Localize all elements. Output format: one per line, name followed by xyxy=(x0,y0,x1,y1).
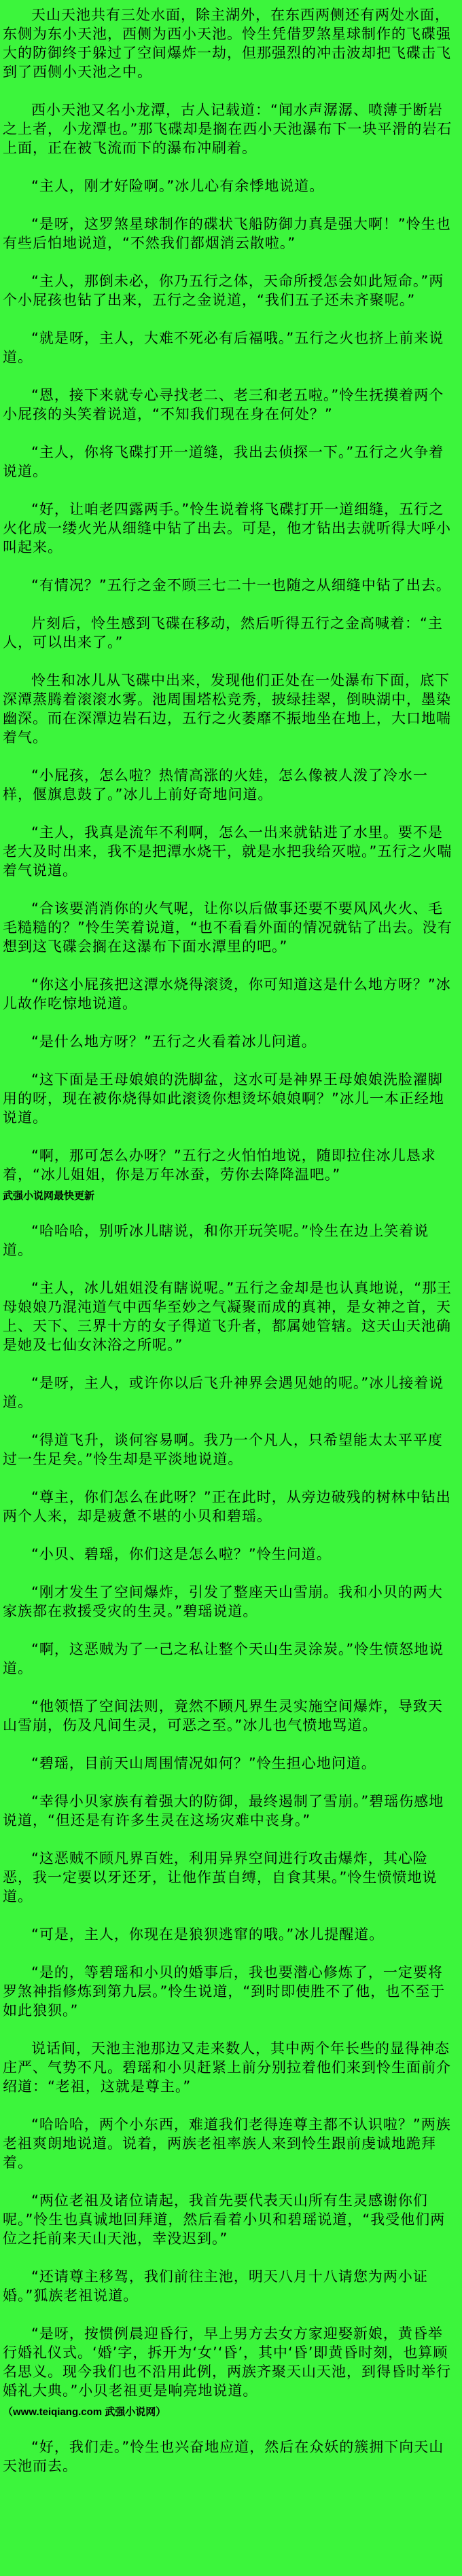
novel-paragraph: “幸得小贝家族有着强大的防御，最终遏制了雪崩。”碧瑶伤感地说道，“但还是有许多生灵在这场灾难中丧身。” xyxy=(3,1793,444,1828)
novel-paragraph: “尊主，你们怎么在此呀？”正在此时，从旁边破残的树林中钻出两个人来，却是疲惫不堪的小贝和碧瑶。 xyxy=(3,1489,451,1524)
novel-paragraph: “有情况？”五行之金不顾三七二十一也随之从细缝中钻了出去。 xyxy=(31,577,451,593)
novel-paragraph: “是呀，主人，或许你以后飞升神界会遇见她的呢。”冰儿接着说道。 xyxy=(3,1375,444,1410)
novel-paragraph: “还请尊主移驾，我们前往主池，明天八月十八请您为两小证婚。”狐族老祖说道。 xyxy=(3,2268,428,2304)
novel-paragraph: “是呀，这罗煞星球制作的碟状飞船防御力真是强大啊！”怜生也有些后怕地说道，“不然我们都烟消云散啦。” xyxy=(3,216,451,251)
novel-paragraph: “你这小屁孩把这潭水烧得滚烫，你可知道这是什么地方呀？”冰儿故作吃惊地说道。 xyxy=(3,976,451,1012)
site-watermark: 武强小说网最快更新 xyxy=(3,1190,95,1202)
novel-paragraph: “小屁孩，怎么啦？热情高涨的火娃，怎么像被人泼了冷水一样，偃旗息鼓了。”冰儿上前好奇地问道。 xyxy=(3,767,428,803)
novel-paragraph: “是什么地方呀？”五行之火看着冰儿问道。 xyxy=(31,1033,317,1050)
novel-paragraph: “是呀，按惯例晨迎昏行，早上男方去女方家迎娶新娘，黄昏举行婚礼仪式。‘婚’字，拆开为‘女’‘昏’，其中‘昏’即黄昏时刻，也算顾名思义。现今我们也不沿用此例，两族齐聚天山天池，到得昏时举行婚礼大典。”小贝老祖更是响亮地说道。 xyxy=(3,2325,451,2399)
novel-paragraph: “主人，你将飞碟打开一道缝，我出去侦探一下。”五行之火争着说道。 xyxy=(3,444,444,479)
novel-paragraph: “恩，接下来就专心寻找老二、老三和老五啦。”怜生抚摸着两个小屁孩的头笑着说道，“不知我们现在身在何处？” xyxy=(3,387,444,422)
novel-paragraph: “他领悟了空间法则，竟然不顾凡界生灵实施空间爆炸，导致天山雪崩，伤及凡间生灵，可恶之至。”冰儿也气愤地骂道。 xyxy=(3,1698,443,1733)
novel-paragraph: “主人，刚才好险啊。”冰儿心有余悸地说道。 xyxy=(31,178,325,194)
novel-paragraph: “主人，那倒未必，你乃五行之体，天命所授怎会如此短命。”两个小屁孩也钻了出来，五行之金说道，“我们五子还未齐聚呢。” xyxy=(3,273,444,308)
novel-paragraph: “两位老祖及诸位请起，我首先要代表天山所有生灵感谢你们呢。”怜生也真诚地回拜道，然后看着小贝和碧瑶说道，“我受他们两位之托前来天山天池，幸没迟到。” xyxy=(3,2192,446,2247)
novel-paragraph: 说话间，天池主池那边又走来数人，其中两个年长些的显得神态庄严、气势不凡。碧瑶和小贝赶紧上前分别拉着他们来到怜生面前介绍道：“老祖，这就是尊主。” xyxy=(3,2040,451,2095)
novel-paragraph: 怜生和冰儿从飞碟中出来，发现他们正处在一处瀑布下面，底下深潭蒸腾着滚滚水雾。池周围塔松竞秀，披绿挂翠，倒映湖中，墨染幽深。而在深潭边岩石边，五行之火萎靡不振地坐在地上，大口地喘着气。 xyxy=(3,672,451,746)
novel-paragraph: 天山天池共有三处水面，除主湖外，在东西两侧还有两处水面，东侧为东小天池，西侧为西小天池。怜生凭借罗煞星球制作的飞碟强大的防御终于躲过了空间爆炸一劫，但那强烈的冲击波却把飞碟击飞到了西侧小天池之中。 xyxy=(3,7,451,80)
novel-paragraph: “得道飞升，谈何容易啊。我乃一个凡人，只希望能太太平平度过一生足矣。”怜生却是平淡地说道。 xyxy=(3,1432,443,1467)
novel-paragraph: “合该要消消你的火气呢，让你以后做事还要不要风风火火、毛毛糙糙的？”怜生笑着说道，“也不看看外面的情况就钻了出去。没有想到这飞碟会搁在这瀑布下面水潭里的吧。” xyxy=(3,900,452,955)
novel-paragraph: “这下面是王母娘娘的洗脚盆，这水可是神界王母娘娘洗脸濯脚用的呀，现在被你烧得如此滚烫你想烫坏娘娘啊？”冰儿一本正经地说道。 xyxy=(3,1071,444,1126)
novel-paragraph: “主人，冰儿姐姐没有瞎说呢。”五行之金却是也认真地说，“那王母娘娘乃混沌道气中西华至妙之气凝聚而成的真神，是女神之首，天上、天下、三界十方的女子得道飞升者，都属她管辖。这天山天池确是她及七仙女沐浴之所呢。” xyxy=(3,1280,452,1353)
novel-paragraph: “刚才发生了空间爆炸，引发了整座天山雪崩。我和小贝的两大家族都在救援受灾的生灵。”碧瑶说道。 xyxy=(3,1584,443,1619)
novel-paragraph: “是的，等碧瑶和小贝的婚事后，我也要潜心修炼了，一定要将罗煞神指修炼到第九层。”怜生说道，“到时即使胜不了他，也不至于如此狼狈。” xyxy=(3,1964,446,2019)
novel-paragraph: “哈哈哈，别听冰儿瞎说，和你开玩笑呢。”怜生在边上笑着说道。 xyxy=(3,1223,429,1258)
novel-paragraph: “碧瑶，目前天山周围情况如何？”怜生担心地问道。 xyxy=(31,1755,376,1771)
novel-paragraph: “主人，我真是流年不利啊，怎么一出来就钻进了水里。要不是老大及时出来，我不是把潭水烧干，就是水把我给灭啦。”五行之火喘着气说道。 xyxy=(3,824,452,879)
novel-paragraph: “啊，那可怎么办呀？”五行之火怕怕地说，随即拉住冰儿恳求着，“冰儿姐姐，你是万年冰蚕，劳你去降降温吧。” xyxy=(3,1147,436,1183)
novel-paragraph: “可是，主人，你现在是狼狈逃窜的哦。”冰儿提醒道。 xyxy=(31,1926,385,1943)
site-watermark: （www.teiqiang.com 武强小说网） xyxy=(3,2406,166,2418)
novel-paragraph: “好，我们走。”怜生也兴奋地应道，然后在众妖的簇拥下向天山天池而去。 xyxy=(3,2439,444,2474)
novel-paragraph: “哈哈哈，两个小东西，难道我们老得连尊主都不认识啦？”两族老祖爽朗地说道。说着，两族老祖率族人来到怜生跟前虔诚地跪拜着。 xyxy=(3,2116,451,2171)
novel-paragraph: “啊，这恶贼为了一己之私让整个天山生灵涂炭。”怜生愤怒地说道。 xyxy=(3,1641,444,1676)
novel-paragraph: “好，让咱老四露两手。”怜生说着将飞碟打开一道细缝，五行之火化成一缕火光从细缝中钻了出去。可是，他才钻出去就听得大呼小叫起来。 xyxy=(3,501,451,555)
novel-paragraph: “就是呀，主人，大难不死必有后福哦。”五行之火也挤上前来说道。 xyxy=(3,330,444,365)
novel-paragraph: “这恶贼不顾凡界百姓，利用异界空间进行攻击爆炸，其心险恶，我一定要以牙还牙，让他作茧自缚，自食其果。”怜生愤愤地说道。 xyxy=(3,1850,438,1905)
novel-paragraph: “小贝、碧瑶，你们这是怎么啦？”怜生问道。 xyxy=(31,1546,332,1562)
novel-paragraph: 片刻后，怜生感到飞碟在移动，然后听得五行之金高喊着：“主人，可以出来了。” xyxy=(3,615,443,650)
novel-paragraph: 西小天池又名小龙潭，古人记载道：“闻水声潺潺、喷薄于断岩之上者，小龙潭也。”那飞碟却是搁在西小天池瀑布下一块平滑的岩石上面，正在被飞流而下的瀑布冲刷着。 xyxy=(3,102,452,156)
